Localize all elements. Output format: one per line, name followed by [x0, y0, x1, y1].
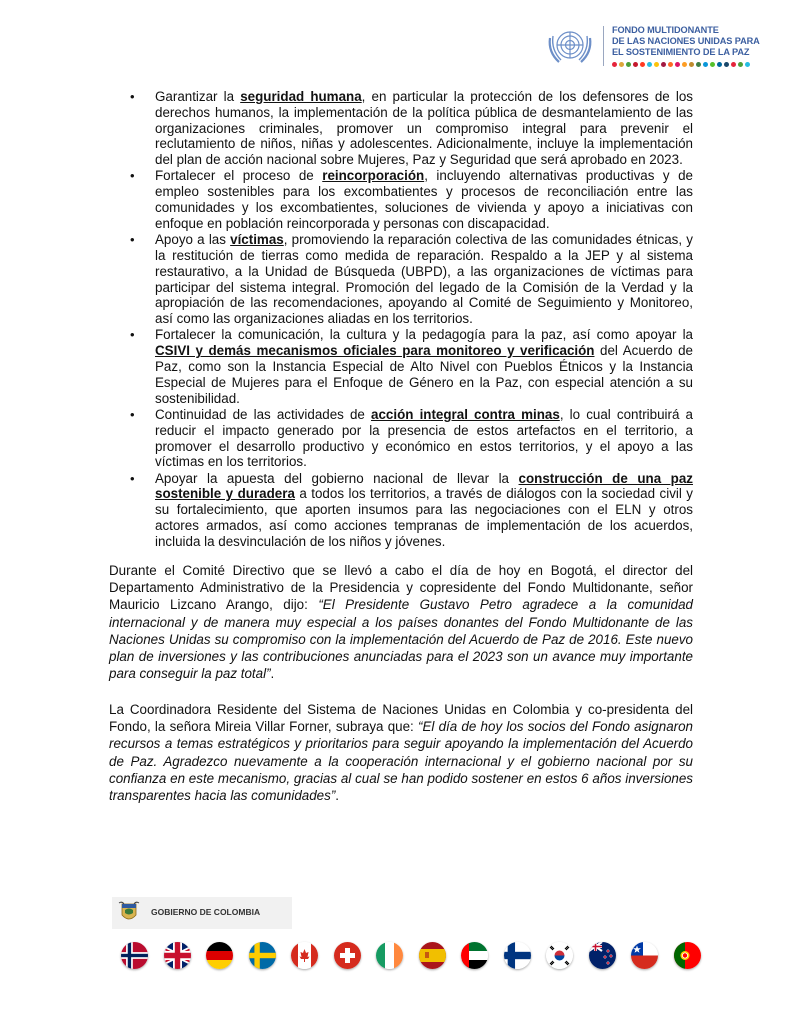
sdg-dot	[731, 62, 736, 67]
chile-flag-icon	[631, 942, 658, 969]
sdg-dot	[619, 62, 624, 67]
sdg-dot	[738, 62, 743, 67]
colombia-crest-icon	[118, 901, 140, 925]
bullet-text: del Acuerdo de Paz, como son la Instancia Especial de Alto Nivel con Pueblos Étnicos y la Instancia Especial de Mujeres para el Enfoque de Género en la Paz, con especial atención a su sostenibilidad.	[155, 343, 693, 406]
sdg-dot	[647, 62, 652, 67]
norway-flag-icon	[121, 942, 148, 969]
fund-name-line-2: DE LAS NACIONES UNIDAS PARA	[612, 36, 760, 46]
priority-list	[109, 89, 693, 550]
bullet-text: Continuidad de las actividades de	[155, 406, 372, 422]
ireland-flag-icon	[376, 942, 403, 969]
sdg-dot	[724, 62, 729, 67]
sdg-dot	[682, 62, 687, 67]
bullet-keyword: víctimas	[230, 232, 284, 248]
bullet-text: Fortalecer el proceso de	[155, 168, 323, 184]
sdg-dot	[703, 62, 708, 67]
united-arab-emirates-flag-icon	[461, 942, 488, 969]
bullet-text: Fortalecer la comunicación, la cultura y la pedagogía para la paz, así como apoyar la	[155, 327, 693, 343]
sdg-dot	[612, 62, 617, 67]
director-quote: “El Presidente Gustavo Petro agradece a la comunidad internacional y de manera muy especial a los países donantes del Fondo Multidonante de las Naciones Unidas su compromiso con la implementación del Acuerdo de Paz de 2016. Este nuevo plan de inversiones y las contribuciones anunciadas para el 2023 son un avance muy importante para conseguir la paz total”	[109, 597, 693, 682]
government-logo	[112, 897, 292, 929]
sdg-dot	[661, 62, 666, 67]
new-zealand-flag-icon	[589, 942, 616, 969]
paragraph-text: Durante el Comité Directivo que se llevó a cabo el día de hoy en Bogotá, el director del Departamento Administrativo de la Presidencia y copresidente del Fondo Multidonante, señor Mauricio Lizcano Arango, dijo:	[109, 562, 693, 613]
sdg-dot	[696, 62, 701, 67]
paragraph-text: La Coordinadora Residente del Sistema de Naciones Unidas en Colombia y co-presidenta del Fondo, la señora Mireia Villar Forner, subraya que:	[109, 701, 693, 734]
un-emblem-icon	[545, 24, 595, 70]
director-paragraph	[109, 562, 693, 683]
fund-name-line-1: FONDO MULTIDONANTE	[612, 25, 719, 35]
united-kingdom-flag-icon	[164, 942, 191, 969]
bullet-text: , incluyendo alternativas productivas y de empleo sostenibles para los excombatientes y procesos de reconciliación entre las comunidades y los excombatientes, soluciones de vivienda y apoyo a iniciativas con enfoque en población reincorporada y personas con discapacidad.	[155, 168, 693, 231]
sdg-dot	[745, 62, 750, 67]
list-item	[109, 407, 693, 470]
portugal-flag-icon	[674, 942, 701, 969]
bullet-keyword: CSIVI y demás mecanismos oficiales para monitoreo y verificación	[155, 343, 595, 359]
bullet-keyword: reincorporación	[322, 168, 425, 184]
sdg-dot	[689, 62, 694, 67]
header-divider	[603, 26, 604, 66]
paragraph-end: .	[270, 666, 275, 682]
document-body	[109, 89, 693, 818]
bullet-keyword: construcción de una paz sostenible y duradera	[155, 470, 693, 502]
bullet-text: , lo cual contribuirá a reducir el impacto generado por la presencia de estos artefactos en el territorio, a promover el desarrollo productivo y económico en estos territorios, y el apoyo a las víctimas en los territorios.	[155, 406, 693, 470]
bullet-icon: •	[130, 89, 135, 104]
bullet-text: Apoyar la apuesta del gobierno nacional de llevar la	[155, 470, 519, 486]
sdg-dot	[717, 62, 722, 67]
fund-name	[612, 25, 760, 58]
bullet-text: a todos los territorios, a través de diálogos con la sociedad civil y su fortalecimiento, que aporten insumos para las negociaciones con el ELN y otros actores armados, así como acciones tempranas de implementación de los acuerdos, incluida la desvinculación de los niños y jóvenes.	[155, 486, 694, 549]
spain-flag-icon	[419, 942, 446, 969]
sdg-color-dots	[612, 62, 750, 67]
government-label: GOBIERNO DE COLOMBIA	[151, 907, 261, 917]
bullet-text: , promoviendo la reparación colectiva de las comunidades étnicas, y la restitución de tierras como medida de reparación. Respaldo a la JEP y al sistema restaurativo, a la Unidad de Búsqueda (UBPD), a las organizaciones de víctimas para participar del sistema integral. Promoción del legado de la Comisión de la Verdad y la apropiación de las recomendaciones, apoyando al Comité de Seguimiento y Monitoreo, así como las organizaciones aliadas en los territorios.	[155, 232, 693, 327]
bullet-icon: •	[130, 232, 135, 248]
sdg-dot	[633, 62, 638, 67]
bullet-text: Apoyo a las	[155, 232, 231, 248]
coordinator-quote: “El día de hoy los socios del Fondo asignaron recursos a temas estratégicos y prioritarios para seguir apoyando la implementación del Acuerdo de Paz. Agradezco nuevamente a la cooperación internacional y el gobierno nacional por su confianza en este mecanismo, gracias al cual se han podido sostener en estos 6 años inversiones transparentes hacia las comunidades”	[109, 718, 693, 804]
sdg-dot	[710, 62, 715, 67]
sdg-dot	[626, 62, 631, 67]
sdg-dot	[654, 62, 659, 67]
switzerland-flag-icon	[334, 942, 361, 969]
bullet-icon: •	[130, 168, 135, 184]
list-item	[109, 471, 693, 550]
finland-flag-icon	[504, 942, 531, 969]
sdg-dot	[668, 62, 673, 67]
germany-flag-icon	[206, 942, 233, 969]
bullet-keyword: acción integral contra minas	[371, 406, 560, 422]
bullet-keyword: seguridad humana	[240, 89, 362, 104]
paragraph-end: .	[335, 788, 340, 804]
sdg-dot	[640, 62, 645, 67]
sdg-dot	[675, 62, 680, 67]
bullet-icon: •	[130, 406, 135, 422]
bullet-text: , en particular la protección de los defensores de los derechos humanos, la implementación de la política pública de desmantelamiento de las organizaciones criminales, promover un compromiso integral para prevenir el reclutamiento de niños, niñas y adolescentes. Adicionalmente, incluye la implementación del plan de acción nacional sobre Mujeres, Paz y Seguridad que será aprobado en 2023.	[155, 89, 693, 168]
coordinator-paragraph	[109, 701, 693, 805]
south-korea-flag-icon	[546, 942, 573, 969]
canada-flag-icon	[291, 942, 318, 969]
donor-flags	[121, 942, 701, 969]
fund-name-line-3: EL SOSTENIMIENTO DE LA PAZ	[612, 47, 750, 57]
sweden-flag-icon	[249, 942, 276, 969]
list-item	[109, 168, 693, 231]
list-item	[109, 327, 693, 406]
bullet-icon: •	[130, 470, 135, 486]
list-item	[109, 89, 693, 168]
un-mptf-logo	[545, 22, 790, 74]
bullet-icon: •	[130, 327, 135, 343]
bullet-text: Garantizar la	[155, 89, 241, 104]
list-item	[109, 232, 693, 327]
